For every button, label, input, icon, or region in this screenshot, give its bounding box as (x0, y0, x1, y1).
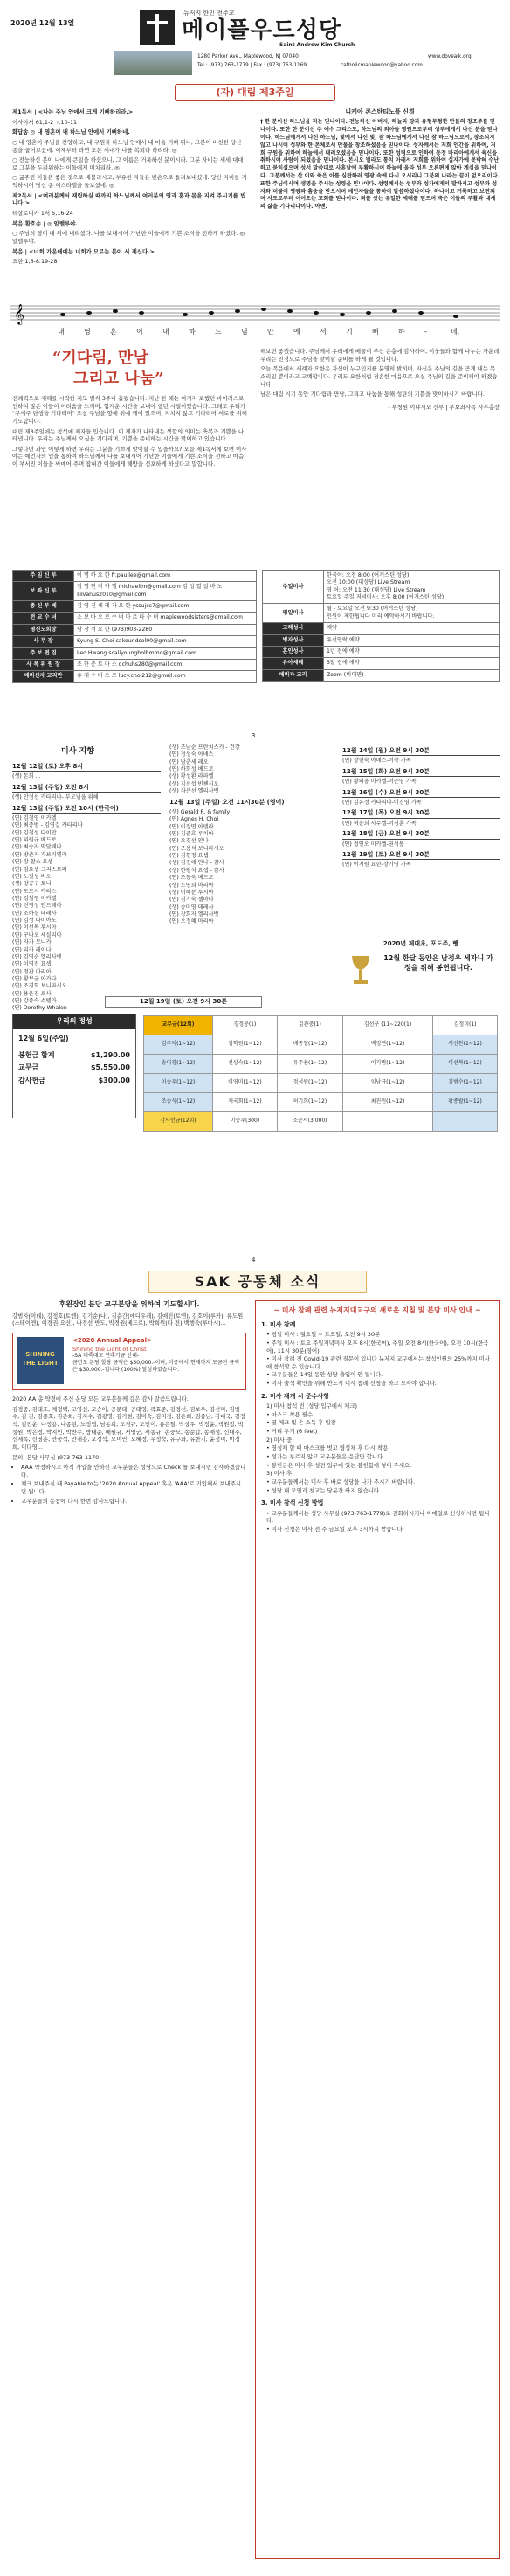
guideline-item: 2) 미사 중 (266, 1436, 293, 1444)
intention-item: (연) 김철성 다이안 (12, 829, 57, 836)
sunday-mass-times (324, 571, 500, 604)
intention-item: (연) 오경선 안나 (169, 838, 209, 845)
reflection-p3: 그렇다면 과연 어떻게 하면 우리는 그분을 기쁘게 맞이할 수 있을까요? 오늘 제1독서에 보면 이사야는 예언자의 입을 통하여 하느님께서 나를 보내시어 가난한 이들에게 기쁜 소식을 전하고 마음이 부서진 이들을 싸매어 주며 잡혀간 이들에게 해방을 선포하게 하셨다고 말합니다. (12, 445, 247, 468)
staff-value: 김 명 현 미 카 엘 michaelfm@gmail.com 김 성 열 실 바 노 silvanus2010@gmail.com (74, 582, 257, 601)
contribution-cell: 백정연(1~12) (342, 1035, 432, 1055)
contribution-header: 김관중(1) (277, 1016, 342, 1035)
intention-item: (연) 하희성 베드로 (169, 766, 214, 773)
finance-label: 봉헌금 합계 (18, 1050, 55, 1059)
sunday-mass-line: 오전 10:00 (대성당) Live Stream (327, 579, 410, 586)
sak-news-banner (148, 1271, 367, 1293)
intention-item: (연) 강희자 엘리사벳 (169, 911, 219, 918)
staff-value: 남 창 석 요 한 (973)903-2280 (74, 624, 257, 635)
appeal-logo: SHINING THE LIGHT (17, 1337, 64, 1384)
intention-item: (생) 김선섭 빈첸시오 (169, 780, 219, 787)
lyric-syllable: 혼 (110, 327, 117, 336)
guideline-item: 3) 미사 후 (266, 1470, 293, 1478)
contribution-header: 교무금(12회) (144, 1016, 213, 1035)
intention-item: (생) 한광석 요셉 - 감사 (169, 867, 224, 874)
intention-item: (생) 이해분 루시아 (169, 889, 214, 896)
staff-label: 전 교 수 녀 (13, 613, 74, 624)
finance-value: $1,290.00 (90, 1050, 130, 1059)
appeal-subtitle-2: -SA 대축대교 연대기금 안내- (72, 1353, 140, 1360)
intention-item: (연) 황의웅 미카엘-이준영 가족 (342, 779, 417, 786)
intention-item: (연) 자가 모니카 (12, 939, 52, 946)
appeal-bullet: • 체크 보내주실 때 Payable to는 '2020 Annual Appeal' 혹은 'AAA'로 기입해서 보내주시면 됩니다. (21, 1480, 246, 1495)
contribution-cell: 제국회(1~12) (212, 1093, 277, 1112)
logo-title: 메이플우드성당 (182, 17, 341, 44)
staff-value: 이 명 하 요 한 fr.paullee@gmail.com (74, 571, 257, 582)
gospel-title: 복음 | <너희 가운데에는 너희가 모르는 분이 서 계신다.> (12, 247, 155, 255)
logo-subtitle: 뉴저지 한인 천주교 (183, 10, 235, 17)
staff-value: 김 영 진 세 례 자 요 한 yssujcs7@gmail.com (74, 601, 257, 613)
psalm-verse-3: ○ 굶주린 이들은 좋은 것으로 배불리시고, 부유한 자들은 빈손으로 돌려보내셨네. 당신 자비를 기억하시어 당신 종 이스라엘을 돌보셨네. ◎ (12, 174, 247, 190)
intention-item: (연) 강종숙 스텔라 (12, 998, 57, 1005)
lyric-syllable: 서 (320, 327, 327, 336)
guideline-item: • 교우분들은 14일 동안 성당 출입이 안 됩니다. (266, 1371, 383, 1379)
guideline-item: • 교우분들께서는 성당 사무실 (973-763-1779)로 전화하시거나 이메일로 신청하시면 됩니다. (266, 1509, 490, 1525)
lyric-syllable: 영 (84, 327, 91, 336)
address: 1280 Parker Ave., Maplewood, NJ 07040 (197, 54, 299, 59)
intention-date: 12월 15일 (화) 오전 9시 30분 (342, 768, 500, 777)
intention-item: (연) 김요셉 크리스토퍼 (12, 866, 67, 873)
staff-value: Kyung S. Choi sakoundsol90@gmail.com (74, 636, 257, 647)
contribution-header: 김선구 (11~220(1) (342, 1016, 432, 1035)
finance-row (18, 1077, 130, 1086)
intention-item: (연) 조동욱 베드로 (169, 875, 214, 882)
staff-row (13, 671, 257, 682)
intention-item: (연) 김기숙 젤마나 (169, 897, 214, 904)
guideline-heading: 2. 미사 재개 시 준수사항 (261, 1392, 330, 1400)
logo-english: Saint Andrew Kim Church (279, 42, 355, 48)
music-notation (10, 302, 500, 325)
intentions-col-2 (169, 744, 335, 994)
intention-item: (생) Gerald R. & family (169, 808, 231, 815)
contribution-cell: 김학원(1~12) (212, 1035, 277, 1055)
contribution-cell: 이선복(1~12) (433, 1055, 498, 1074)
sunday-mass-label: 주일미사 (263, 571, 324, 604)
lyric-syllable: 기 (346, 327, 353, 336)
intention-date: 12월 19일 (토) 오전 9시 30분 (342, 851, 500, 860)
appeal-note: 2020 AA 총 약정에 주신 온당 모든 교우분들께 깊은 감사 말씀드립니다. (12, 1395, 189, 1403)
intention-item: (연) 이장면 아델라 (169, 823, 214, 830)
reading2-ref: 테살로니카 1서 5,16-24 (12, 210, 73, 218)
intention-item: (연) 최승자 막달레나 (12, 844, 62, 851)
contribution-cell: 유주용(1~12) (277, 1055, 342, 1074)
guideline-item: • 미사 참례 전 Covid-19 관련 질문이 입니다 뉴저지 교구에서는 참석인원의 25%까지 미사에 참석할 수 있습니다. (266, 1355, 490, 1370)
intention-item: (연) 조하심 데레사 (12, 910, 57, 917)
sacrament-row (263, 623, 500, 634)
lyric-syllable: 하 (189, 327, 196, 336)
sacrament-row (263, 669, 500, 681)
intention-item: (연) Dorothy Whalen (12, 1005, 67, 1012)
contribution-header: 김정미(1) (433, 1016, 498, 1035)
intention-item: (생) 양공구 토니 (12, 881, 52, 888)
contribution-cell (433, 1112, 498, 1132)
creed-title: 니케아 콘스탄티노플 신경 (345, 108, 415, 115)
guideline-item: • 영성체 할 때 마스크를 벗고 영성체 후 다시 착용 (266, 1444, 389, 1452)
svg-text:𝄞: 𝄞 (14, 303, 24, 324)
intention-item: (연) 황보금 아가다 (12, 975, 57, 982)
lyric-syllable: 안 (267, 327, 274, 336)
intention-item: (연) 신영성 안드레아 (12, 903, 62, 910)
guideline-heading: 3. 미사 참석 신청 방법 (261, 1499, 324, 1507)
sacrament-row (263, 646, 500, 657)
email: catholicmaplewood@yahoo.com (341, 63, 423, 68)
contribution-cell: 이기범(1~12) (342, 1055, 432, 1074)
intention-date: 12월 13일 (주일) 오전 8시 (12, 784, 161, 793)
sak-news-title: SAK 공동체 소식 (194, 1273, 321, 1290)
sacrament-value: 유선연락 예약 (324, 634, 500, 646)
finance-row (18, 1063, 130, 1073)
intention-item: (연) 용은진 로사 (12, 990, 52, 997)
quote-line-1: “기다림, 만남 (52, 349, 148, 367)
staff-label: 예비신자 교리반 (13, 671, 74, 682)
intention-date: 12월 12일 (토) 오후 8시 (12, 763, 161, 772)
music-staff (10, 302, 500, 337)
intention-date: 12월 17일 (목) 오전 9시 30분 (342, 809, 500, 818)
staff-label: 사 목 위 원 장 (13, 659, 74, 670)
sunday-mass-line: 토요일 주일 저녁미사: 오후 8:00 (어거스틴 성당) (327, 594, 445, 601)
staff-label: 사 무 장 (13, 636, 74, 647)
guidelines-list (261, 1321, 493, 1534)
reflection-p2: 대림 제3주일에는 참석에 제자들 입습니다. 이 제자가 나타내는 색깔의 의미는 축복과 기쁨을 나타냅니다. 우리는 주님께서 오심을 기다리며, 기쁨을 준비하는 시간을 맞이하고 있습니다. (12, 427, 245, 443)
sacrament-value: 3달 전에 예약 (324, 658, 500, 669)
staff-value: 조 한 준 토 마 스 dchuhs280@gmail.com (74, 659, 257, 670)
staff-label: 주 임 신 부 (13, 571, 74, 582)
reflection-p6: 남은 대림 시기 동안 기다림과 만남, 그리고 나눔을 통해 성탄의 기쁨을 맞이하시기 바랍니다. (260, 391, 485, 398)
alleluia-verse: ○ 주님의 영이 내 위에 내리셨다. 나를 보내시어 가난한 이들에게 기쁜 소식을 전하게 하셨다. ◎ 알렐루야. (12, 230, 245, 245)
appeal-bullet: • 교우분들의 동참에 다시 한번 감사드립니다. (21, 1498, 246, 1506)
lyric-syllable: 님 (241, 327, 248, 336)
creed-section (260, 108, 500, 299)
reading1-ref: 이사야서 61,1-2ㄱ.10-11 (12, 118, 78, 126)
contribution-cell: 김주억(1~12) (144, 1035, 213, 1055)
staff-row (13, 659, 257, 670)
intention-date: 12월 13일 (주일) 오전 11시30분 (영어) (169, 799, 335, 807)
readings-section (12, 108, 248, 299)
intention-item: (연) 정관 마리아 (12, 968, 52, 975)
guideline-item: • 미사 신청은 미사 전 주 금요일 오후 3시까지 받습니다. (266, 1525, 404, 1533)
finance-date: 12월 6일(주일) (18, 1034, 69, 1042)
sacrament-label: 혼인성사 (263, 646, 324, 657)
intention-item: (연) 허윤희 사무엘-이경훈 가족 (342, 820, 417, 827)
contribution-cell: 이승우(1~12) (144, 1074, 213, 1093)
donor-list: 김경중, 김태호, 계정택, 고영선, 고승아, 공문태, 공태영, 곽효준, 김경선, 김보우, 김선미, 김범수, 김 진, 김종호, 김준희, 김지수, 김광명, 김기현, 김미숙, 김미정, 김은희, 김종남, 김대국, 김정석, 김진운, 나정용, 나종현, 노정엽, 남동희, 도경규, 도민이, 류은철, 박상우, 박정윤, 박원정, 박성원, 박은정, 박지민, 박찬수, 방태준, 배원규, 서영군, 서종규, 손중모, 송순갑, 송재성, 신대주, 신재목, 신명훈, 안중석, 안재용, 오경석, 오미연, 오혜정, 우정숙, 유구화, 유한기, 윤정미, 이경희, 이다영... (12, 1405, 245, 1451)
staff-row (13, 613, 257, 624)
reflection-left (12, 395, 248, 557)
contribution-cell: 조승식(1~12) (144, 1093, 213, 1112)
music-lyrics (10, 328, 500, 338)
chalice-icon (348, 952, 374, 987)
weekday-mass-times (324, 604, 500, 623)
staff-row (13, 571, 257, 582)
intention-item: (연) 김영순 엘리사벳 (12, 953, 62, 960)
intention-item: (연) 장 찰스 요셉 (12, 859, 53, 866)
sacrament-label: 고해성사 (263, 623, 324, 634)
staff-row (13, 601, 257, 613)
intention-item: (연) 최중범 - 김영길 카타리나 (12, 822, 83, 829)
staff-value: Leo Hwang scallyoungbolhmmo@gmail.com (74, 647, 257, 659)
weekday-mass-line: 월 - 토요일 오전 9:30 (어거스틴 성당) (327, 606, 418, 613)
church-logo (140, 9, 498, 47)
guideline-item: • 주일 미사 : 토요 주일저녁미사 오후 8시(한국어), 주일 오전 8시(한국어), 오전 10시(한국어), 11시 30분(영어) (266, 1339, 489, 1354)
appeal-bullet: • AAA 약정하시고 아직 가입을 안하신 교우분들은 성당으로 Check 를 보내시면 감사하겠습니다. (21, 1464, 246, 1478)
appeal-title: <2020 Annual Appeal> (72, 1337, 152, 1345)
website: www.dovealk.org (428, 54, 472, 59)
contribution-cell: 최진원(1~12) (342, 1093, 432, 1112)
psalm-verse-1: ○ 내 영혼이 주님을 찬양하고, 내 구원자 하느님 안에서 내 마음 기뻐 뛰니, 그분이 비천한 당신 종을 굽어보셨네. 이제부터 과연 모든 세대가 나를 복되다 하리라. ◎ (12, 138, 242, 154)
mass-schedule (262, 570, 500, 682)
staff-label: 평신도회장 (13, 624, 74, 635)
staff-label: 종 신 부 제 (13, 601, 74, 613)
alleluia: 복음 환호송 | ◎ 알렐루야. (12, 219, 78, 227)
guideline-item: • 봉헌금은 미사 후 성전 입구에 있는 봉헌함에 넣어 주세요. (266, 1461, 412, 1469)
lyric-syllable: 느 (215, 327, 222, 336)
intention-item: (연) 이영진 요셉 (12, 961, 52, 968)
intention-item: (연) 오정혜 마리아 (169, 918, 214, 925)
intention-item: (연) 리카 레이나 (12, 946, 52, 953)
contribution-cell: 이승우(300) (212, 1112, 277, 1132)
intention-date: 12월 16일 (수) 오전 9시 30분 (342, 789, 500, 798)
intention-item: (생) 조남순 프란치스카 - 건강 (169, 744, 240, 751)
guideline-heading: 1. 미사 참례 (261, 1320, 296, 1328)
page-number-3: 3 (252, 732, 256, 739)
sak-right-box (255, 1300, 500, 2559)
intention-item: (연) 구나오 세실리아 (12, 931, 62, 938)
staff-row (13, 647, 257, 659)
title-banner (175, 84, 335, 101)
header (9, 7, 501, 77)
contribution-cell: 김범수(1~12) (433, 1074, 498, 1093)
psalm-response: 화답송 ◎ 내 영혼이 내 하느님 안에서 기뻐하네. (12, 128, 130, 136)
intention-date: 12월 14일 (월) 오전 9시 30분 (342, 747, 500, 756)
finance-items (13, 1046, 135, 1091)
sunday-mass-line: 영 어: 오전 11:30 (대성당) Live Stream (327, 586, 426, 593)
sacrament-label: 예비자 교리 (263, 669, 324, 681)
reflection-right (260, 348, 500, 557)
guideline-item: • 교우분들께서는 미사 후 바로 성당을 나가 주시기 바랍니다. (266, 1478, 416, 1485)
altar-offer-text: 12월 한달 동안은 남정우 세자니 가정을 위해 봉헌됩니다. (383, 954, 493, 972)
staff-label: 주 보 편 집 (13, 647, 74, 659)
lyric-syllable: 내 (58, 327, 65, 336)
prayer-heading: 후원장인 분당 교구본당을 위하여 기도합시다. (59, 1300, 200, 1308)
appeal-text: 금년도 본당 할당 금액은 $30,000.-이며, 이중에서 현재까지 모금된 금액은 $30,000.-입니다 (100%) 달성하였습니다. (72, 1360, 239, 1374)
contact-info: 문의: 본당 사무실 (973-763-1170) (12, 1453, 101, 1461)
staff-row (13, 624, 257, 635)
church-logo-icon (140, 10, 175, 45)
church-photo (114, 51, 192, 75)
intention-item: (생) 송미영 데레사 (169, 904, 214, 911)
intention-item: (생) 김진애 안나 - 감사 (169, 860, 224, 867)
appeal-subtitle: Shining the Light of Christ (72, 1345, 147, 1353)
contribution-cell: 조준서(3,000) (277, 1112, 342, 1132)
contribution-table (143, 1015, 498, 1132)
contribution-header: 경정봉(1) (212, 1016, 277, 1035)
intention-item: (연) 장현숙 아녜스-이쑥 가족 (342, 758, 411, 765)
contribution-cell: 서선찬(1~12) (433, 1035, 498, 1055)
lyric-syllable: 이 (136, 327, 143, 336)
creed-text: † 한 분이신 하느님을 저는 믿나이다. 전능하신 아버지, 하늘과 땅과 유형무형한 만물의 창조주를 믿나이다. 또한 한 분이신 주 예수 그리스도, 하느님의 외아들 영원으로부터 성부에게서 나신 분을 믿나이다. 하느님에게서 나신 하느님, 빛에서 나신 빛, 참 하느님에게서 나신 참 하느님으로서, 창조되지 않고 나시어 성부와 한 본체로서 만물을 창조하셨음을 믿나이다. 성자께서는 저희 인간을 위하여, 저희 구원을 위하여 하늘에서 내려오셨음을 믿나이다. 또한 성령으로 인하여 동정 마리아에게서 육신을 취하시어 사람이 되셨음을 믿나이다. 본시오 빌라도 통치 아래서 저희를 위하여 십자가에 못박혀 수난하고 묻히셨으며 성서 말씀대로 사흗날에 부활하시어 하늘에 올라 성부 오른편에 앉아 계심을 믿나이다. 그분께서는 산 이와 죽은 이를 심판하러 영광 속에 다시 오시리니 그분의 나라는 끝이 없으리이다. 또한 주님이시며 생명을 주시는 성령을 믿나이다. 성령께서는 성부와 성자에게서 발하시고 성부와 성자와 더불어 영광과 흠숭을 받으시며 예언자들을 통하여 말씀하셨나이다. 하나이고 거룩하고 보편되며 사도로부터 이어오는 교회를 믿나이다. 죄를 씻는 유일한 세례를 믿으며 죽은 이들의 부활과 내세의 삶을 기다리나이다. 아멘. (260, 119, 500, 211)
intention-item: (생) 돈희 ... (12, 773, 41, 780)
contribution-cell: 이영미(1~12) (212, 1074, 277, 1093)
intention-item: (연) 김준호 루치아 (169, 831, 214, 838)
intention-item: (생) 차은선 엘리사벳 (169, 788, 219, 795)
finance-box (12, 1014, 136, 1118)
guideline-item: • 성당 내 모임과 친교는 당분간 하지 않습니다. (266, 1486, 382, 1494)
intention-item: (연) 김유정 카타리나-이진영 가족 (342, 800, 422, 807)
altar-note (342, 940, 500, 1000)
lyric-syllable: 내 (162, 327, 169, 336)
gospel-ref: 요한 1,6-8.19-28 (12, 258, 58, 266)
annual-appeal-box (12, 1333, 246, 1390)
intention-item: (연) 남춘세 레오 (169, 758, 209, 765)
prayer-names: 강범자(이데), 강정호(토엔), 김기순(나), 김순간(에디우케), 김애진(토엔), 김호이(루카), 류도원(스테이엔), 이경권(요선), 나경선 반도, 박경원(베드로), 박희원(다 전) 백행숙(루마시)... (12, 1312, 244, 1327)
staff-row (13, 636, 257, 647)
guideline-item: • 거리 두기 (6 feet) (266, 1428, 318, 1436)
intention-item: (연) 이선복 루시아 (12, 924, 57, 931)
staff-info-table (12, 570, 257, 683)
reading2-title: 제2독서 | <여러분께서 재림하실 때까지 하느님께서 여러분의 영과 혼과 몸을 지켜 주시기를 빕니다.> (12, 191, 246, 207)
intention-item: (연) 노필성 비오 (12, 873, 52, 880)
intention-item: (생) 황성환 라파엘 (169, 773, 214, 780)
staff-row (13, 582, 257, 601)
guideline-item: 1) 미사 참석 전 (성당 입구에서 체크) (266, 1402, 357, 1410)
reflection-p1: 전례력으로 새해를 시작한 지도 벌써 3주나 흘렀습니다. 지난 한 해는 여기저 포했던 바이러스로 인하여 많은 이들이 어려움을 느끼며, 힘겨운 시간을 보내야 했던 시절이었습니다. 그래도 우리가 "구세주 탄생을 기다리며" 오실 주님을 향해 위에 깨어 있으며, 지치지 않고 기다리며 서로를 위해 기도합니다. (12, 395, 247, 425)
sacrament-label: 유아세례 (263, 658, 324, 669)
psalm-verse-2: ○ 전능하신 분이 나에게 큰일을 하셨으니, 그 이름은 거룩하신 분이시라. 그분 자비는 세세 대대로 그분을 두려워하는 이들에게 미치리라. ◎ (12, 156, 244, 171)
sacrament-value: 예약 (324, 623, 500, 634)
intention-item: (연) 조용석 보니파시오 (169, 845, 224, 852)
lyric-syllable: 뻐 (372, 327, 379, 336)
contribution-cell: 배종철(1~12) (277, 1035, 342, 1055)
intention-item: (연) 김철영 미카엘 (12, 815, 57, 822)
intention-item: (생) 안정선 카타리나- 부모님을 위해 (12, 794, 99, 801)
contribution-cell: 임남규(1~12) (342, 1074, 432, 1093)
lyric-syllable: 에 (293, 327, 300, 336)
intention-item: (생) 노연희 마리아 (169, 882, 214, 889)
finance-value: $5,550.00 (90, 1063, 130, 1072)
intention-item: (연) 방춘자 가브리엘라 (12, 851, 67, 858)
intention-date: 12월 13일 (주일) 오전 10시 (한국어) (12, 805, 161, 814)
staff-value: 유 재 수 바 오 로 lucy.choi212@gmail.com (74, 671, 257, 682)
lyric-syllable: - (424, 327, 427, 336)
phone: Tel : (973) 763-1779 | Fax : (973) 763-1169 (197, 63, 307, 68)
sak-left-column (12, 1300, 246, 2541)
guideline-item: • 미사 출석 확인을 위해 반드시 미사 참례 신청을 하고 오셔야 합니다. (266, 1380, 437, 1388)
bulletin-date: 2020년 12월 13일 (10, 19, 75, 27)
finance-value: $300.00 (98, 1077, 130, 1085)
finance-label: 교무금 (18, 1063, 39, 1072)
intention-date: 12월 18일 (금) 오전 9시 30분 (342, 830, 500, 839)
weekday-mass-label: 평일미사 (263, 604, 324, 623)
finance-title: 우리의 정성 (13, 1014, 135, 1029)
altar-note-title: 2020년 제대초, 포도주, 빵 (382, 940, 459, 947)
guidelines-title: ~ 미사 참례 관련 뉴저지대교구의 새로운 지침 및 본당 미사 안내 ~ (273, 1306, 481, 1314)
sacrament-label: 병자성사 (263, 634, 324, 646)
reflection-signature: - 부청원 이냐시오 신부 | 부보좌사목 사무총장 (388, 403, 500, 411)
intention-item: (연) 위원규 베드로 (12, 837, 57, 844)
sacrament-row (263, 658, 500, 669)
guideline-item: • 마스크 착용 필수 (266, 1410, 314, 1418)
contribution-cell: 정석원(1~12) (277, 1074, 342, 1093)
intentions-col-3 (342, 744, 500, 937)
contribution-cell (342, 1112, 432, 1132)
quote-line-2: 그리고 나눔” (73, 370, 164, 389)
intention-item: (연) 김성 다미아노 (12, 918, 57, 924)
intention-item: (연) 도로시 카리스 (12, 888, 57, 895)
reflection-quote (52, 348, 227, 391)
reflection-p4: 해보면 좋겠습니다. 주님께서 우리에게 베풀어 주신 은총에 감사하며, 이웃들과 함께 나누는 가운데 우리는 진정으로 주님을 맞이할 준비를 하게 될 것입니다. (260, 348, 500, 363)
appeal-bullets (12, 1464, 246, 1505)
intention-item: (연) 정성숙 아녜스 (169, 751, 214, 758)
finance-label: 감사헌금 (18, 1077, 45, 1085)
guideline-item: • 성가는 부르지 않고 교우분들은 응답만 합니다. (266, 1453, 385, 1460)
intentions-col-1 (12, 760, 161, 1012)
contribution-cell: 송미경(1~12) (144, 1055, 213, 1074)
finance-row (18, 1051, 130, 1061)
staff-label: 보 좌 신 부 (13, 582, 74, 601)
contribution-cell: 황종팔(1~12) (433, 1093, 498, 1112)
intention-item: (연) Agnes H. Choi (169, 816, 219, 823)
reading1-title: 제1독서 | <나는 주님 안에서 크게 기뻐하리라.> (12, 108, 134, 115)
title-banner-text: (자) 대림 제3주일 (216, 87, 294, 98)
lyric-syllable: 네. (451, 327, 460, 336)
guideline-item: • 열 체크 및 손 소독 후 입장 (266, 1419, 336, 1427)
intention-item: (연) 정인오 미카엘-권석봉 (342, 841, 404, 848)
intention-item: (연) 조경희 보니파시오 (12, 983, 67, 990)
sacrament-value: Zoom (비대면) (324, 669, 500, 681)
notice-bar: 12월 19일 (토) 오전 9시 30분 (105, 996, 262, 1008)
page-number-4: 4 (252, 1257, 256, 1264)
intentions-title: 미사 지향 (61, 747, 94, 756)
contribution-cell: 허기희(1~12) (277, 1093, 342, 1112)
sunday-mass-line: 한국어: 오전 8:00 (어거스틴 성당) (327, 572, 410, 578)
contribution-cell: 선상숙(1~12) (212, 1055, 277, 1074)
guideline-item: • 평일 미사 : 월요일 ~ 토요일, 오전 9시 30분 (266, 1331, 381, 1339)
reflection-p5: 오늘 복음에서 세례자 요한은 자신이 누구인지를 분명히 밝히며, 자신은 주님의 길을 곧게 내는 목소리일 뿐이라고 고백합니다. 우리도 요한처럼 겸손한 마음으로 오실 주님의 길을 준비해야 하겠습니다. (260, 365, 498, 388)
sacrament-value: 1년 전에 예약 (324, 646, 500, 657)
sacrament-row (263, 634, 500, 646)
intention-item: (연) 이지원 요한-장기영 가족 (342, 862, 411, 869)
intention-item: (연) 김현정 요셉 (169, 853, 209, 860)
staff-value: 소 보 바 오 로 수 녀 마 르 타 수 녀 maplewoodsisters@gmail.com (74, 613, 257, 624)
intention-item: (연) 김철영 미카엘 (12, 895, 57, 902)
contribution-cell: 감사헌금(12회) (144, 1112, 213, 1132)
weekday-mass-line: 인원이 제한됩니다 미리 예약하시기 바랍니다. (327, 613, 435, 620)
lyric-syllable: 하 (398, 327, 405, 336)
